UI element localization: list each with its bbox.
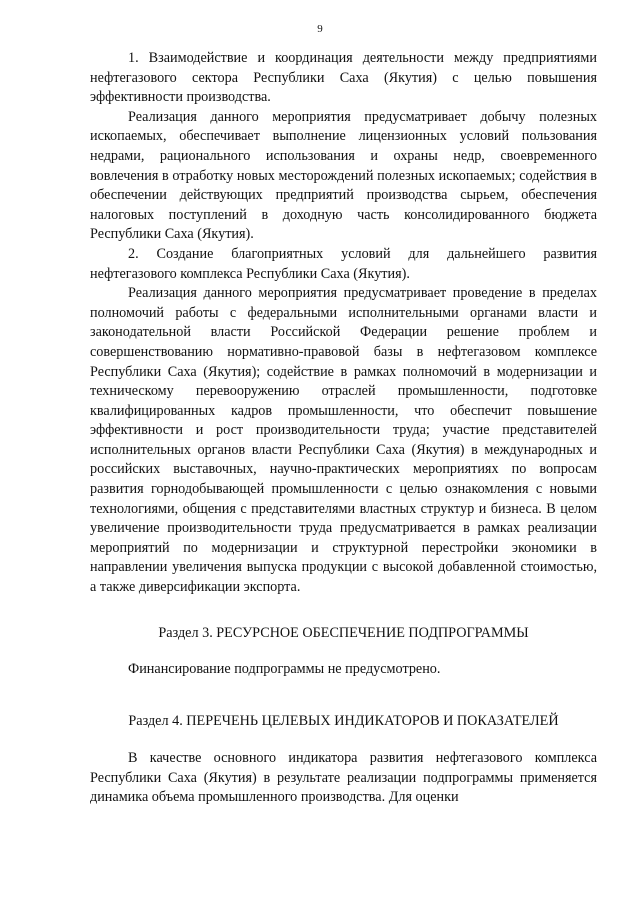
paragraph-measure-2: 2. Создание благоприятных условий для дальнейшего развития нефтегазового комплекса Республики Саха (Якутия). bbox=[90, 245, 597, 282]
section-3-heading: Раздел 3. РЕСУРСНОЕ ОБЕСПЕЧЕНИЕ ПОДПРОГРАММЫ bbox=[158, 625, 529, 641]
main-text bbox=[90, 49, 597, 598]
section-4-text: В качестве основного индикатора развития нефтегазового комплекса Республики Саха (Якутия) в результате реализации подпрограммы применяется динамика объема промышленного производства. Для оценки bbox=[90, 750, 597, 806]
section-4-body bbox=[90, 749, 597, 808]
section-4-heading: Раздел 4. ПЕРЕЧЕНЬ ЦЕЛЕВЫХ ИНДИКАТОРОВ И ПОКАЗАТЕЛЕЙ bbox=[128, 713, 559, 729]
paragraph-measure-1-description: Реализация данного мероприятия предусматривает добычу полезных ископаемых, обеспечивает выполнение лицензионных условий пользования недрами, рационального использования и охраны недр, своевременного вовлечения в отработку новых месторождений полезных ископаемых; содействия в обеспечении действующих предприятий производства сырьем, обеспечения налоговых поступлений в доходную часть консолидированного бюджета Республики Саха (Якутия). bbox=[90, 108, 597, 243]
section-3-text: Финансирование подпрограммы не предусмотрено. bbox=[128, 661, 441, 677]
paragraph-measure-2-description: Реализация данного мероприятия предусматривает проведение в пределах полномочий работы с федеральными исполнительными органами власти и законодательной власти Российской Федерации решение проблем и совершенствованию нормативно-правовой базы в нефтегазовом комплексе Республики Саха (Якутия); содействие в рамках полномочий в модернизации и техническому перевооружению отраслей промышленности, подготовке квалифицированных кадров промышленности, что обеспечит повышение эффективности и рост производительности труда; участие представителей исполнительных органов власти Республики Саха (Якутия) в международных и российских выставочных, научно-практических мероприятиях по вопросам развития горнодобывающей промышленности с целью ознакомления с новыми технологиями, общения с представителями властных структур и бизнеса. В целом увеличение производительности труда предусматривается в рамках реализации мероприятий по модернизации и структурной перестройки экономики в направлении увеличения выпуска продукции с высокой добавленной стоимостью, а также диверсификации экспорта. bbox=[90, 285, 597, 596]
page-number: 9 bbox=[317, 23, 323, 35]
paragraph-measure-1: 1. Взаимодействие и координация деятельности между предприятиями нефтегазового сектора Республики Саха (Якутия) с целью повышения эффективности производства. bbox=[90, 50, 597, 106]
